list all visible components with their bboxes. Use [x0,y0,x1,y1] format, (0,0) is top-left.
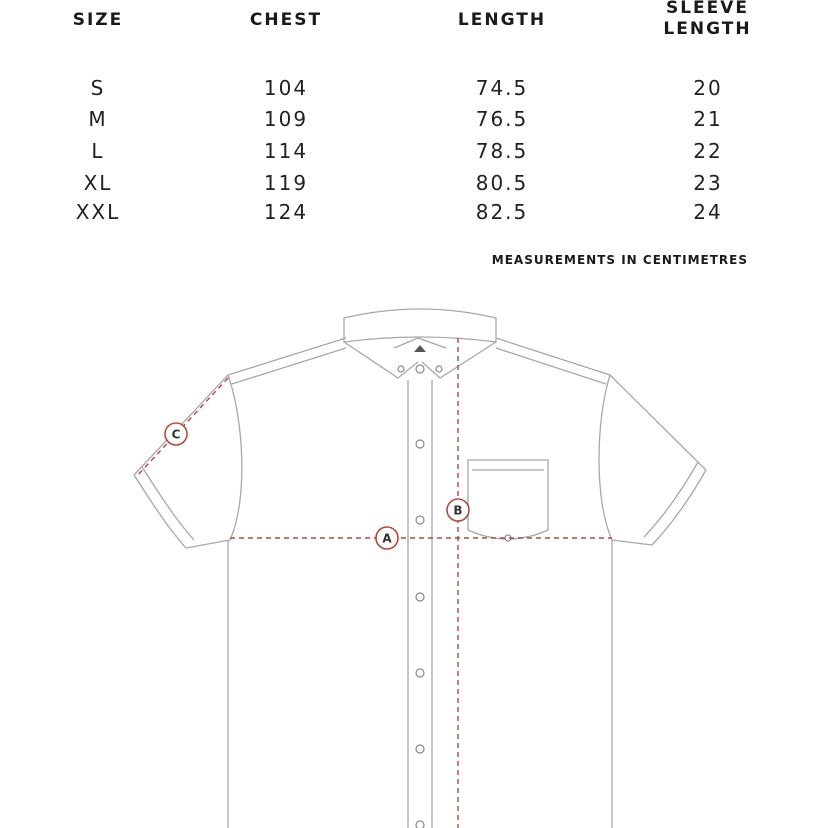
header-sleeve-length: SLEEVE LENGTH [663,0,752,39]
cell-length: 80.5 [475,171,529,195]
header-length: LENGTH [457,10,547,30]
measurement-note: MEASUREMENTS IN CENTIMETRES [491,253,748,267]
marker-c-label: C [171,427,181,442]
shoulder-left-seam [232,348,346,384]
shirt-button [416,593,424,601]
cell-length: 74.5 [475,76,529,100]
cell-sleeve: 23 [693,171,723,195]
cell-chest: 104 [263,76,309,100]
cell-size: S [90,76,106,100]
cell-sleeve: 21 [693,107,723,131]
cell-size: XXL [75,200,121,224]
sleeve-right-cuff-inner [644,462,698,537]
shirt-button [436,366,442,372]
marker-b [447,499,469,521]
marker-b-label: B [453,503,463,518]
shirt-button [416,365,424,373]
pocket [468,460,548,539]
sleeve-left-cuff-inner [142,467,194,540]
header-chest: CHEST [249,10,323,30]
cell-length: 78.5 [475,139,529,163]
cell-sleeve: 22 [693,139,723,163]
collar-logo [414,345,426,352]
shoulder-right [496,338,610,375]
shirt-button [398,366,404,372]
cell-size: XL [83,171,113,195]
shirt-button [416,516,424,524]
armhole-right [599,375,612,540]
cell-sleeve: 24 [693,200,723,224]
cell-chest: 109 [263,107,309,131]
cell-chest: 119 [263,171,309,195]
shirt-button [416,669,424,677]
cell-length: 76.5 [475,107,529,131]
cell-chest: 124 [263,200,309,224]
marker-a-label: A [382,531,392,546]
marker-a [376,527,398,549]
shirt-diagram [0,280,828,828]
shirt-button [416,821,424,828]
cell-size: M [88,107,108,131]
shoulder-right-seam [496,348,606,384]
collar-left-wing [344,342,418,378]
marker-c [165,423,187,445]
cell-sleeve: 20 [693,76,723,100]
sleeve-left-bottom [186,540,230,548]
sleeve-right-cuff [652,470,706,545]
sleeve-right-bottom [612,540,652,545]
shirt-button [416,440,424,448]
collar-band [344,309,496,342]
sleeve-right-top [610,375,706,470]
shoulder-left [228,338,346,375]
collar-right-wing [422,342,496,378]
sleeve-left-cuff [134,475,186,548]
cell-length: 82.5 [475,200,529,224]
cell-size: L [91,139,105,163]
armhole-left [228,375,242,540]
header-size: SIZE [72,10,124,30]
cell-chest: 114 [263,139,309,163]
shirt-button [416,745,424,753]
